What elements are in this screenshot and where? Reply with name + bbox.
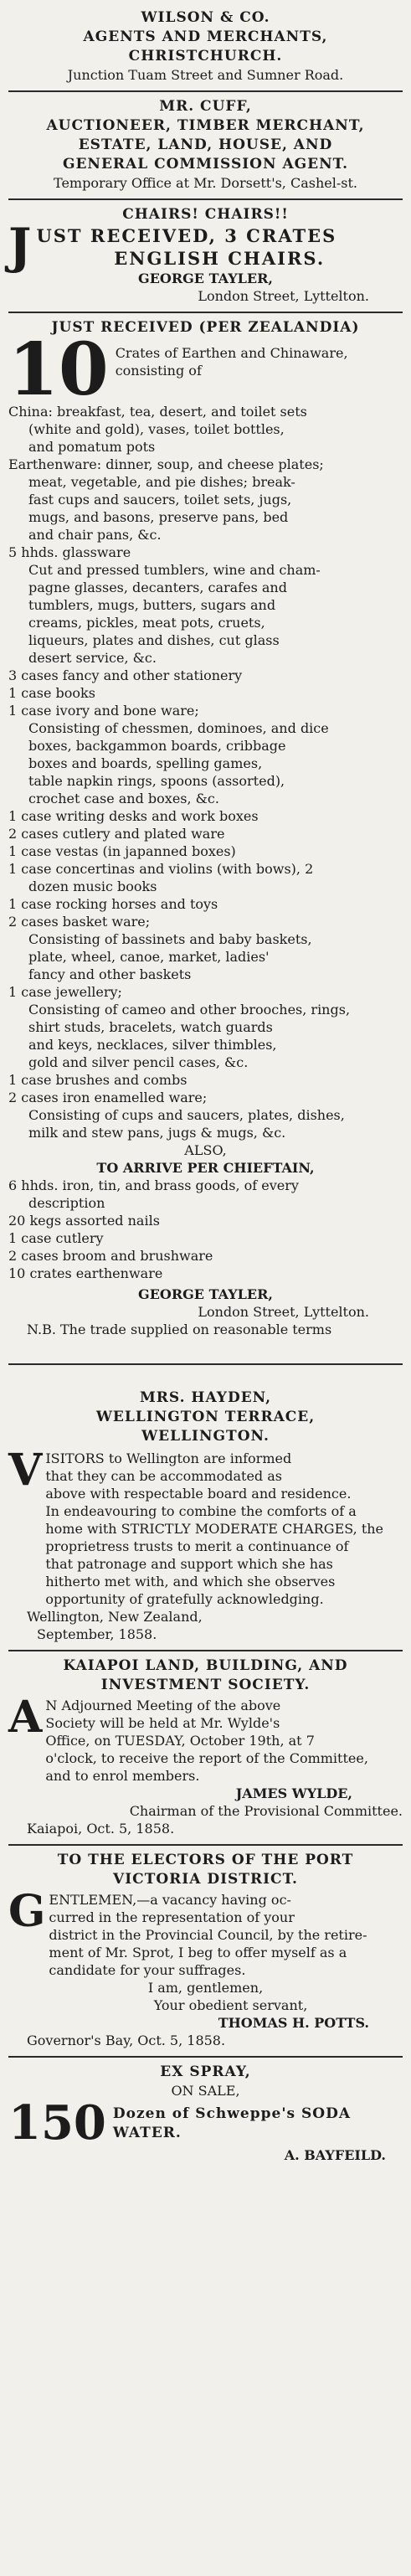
ad-closing: Your obedient servant,	[153, 1997, 308, 2013]
ad-address: Temporary Office at Mr. Dorsett's, Cashel-st.	[54, 175, 357, 191]
text-line: In endeavouring to combine the comforts of a	[45, 1503, 357, 1519]
ad-title: KAIAPOI LAND, BUILDING, AND	[63, 1657, 348, 1674]
text-line: opportunity of gratefully acknowledging.	[45, 1591, 324, 1607]
text-line: dozen music books	[28, 878, 157, 894]
ad-line: Crates of Earthen and Chinaware,	[115, 345, 348, 361]
divider	[8, 2056, 403, 2058]
ad-line: WATER.	[112, 2125, 182, 2141]
ad-title: TO THE ELECTORS OF THE PORT	[57, 1852, 354, 1868]
text-line: 2 cases basket ware;	[8, 914, 151, 930]
ad-subtitle: AGENTS AND MERCHANTS,	[83, 28, 328, 45]
ad-line: GENERAL COMMISSION AGENT.	[62, 156, 349, 173]
ad-address: Junction Tuam Street and Sumner Road.	[67, 67, 344, 83]
text-line: home with STRICTLY MODERATE CHARGES, the	[45, 1521, 384, 1537]
ad-address: London Street, Lyttelton.	[198, 288, 369, 304]
goods-list	[8, 403, 403, 1141]
text-line: 2 cases iron enamelled ware;	[8, 1090, 208, 1105]
ad-closing: I am, gentlemen,	[147, 1980, 264, 1996]
text-line: 2 cases cutlery and plated ware	[8, 826, 225, 842]
newspaper-column	[8, 0, 403, 2164]
ad-line: ENGLISH CHAIRS.	[114, 248, 326, 269]
divider	[8, 312, 403, 313]
text-line: fancy and other baskets	[28, 966, 192, 982]
ad-also: ALSO,	[184, 1142, 227, 1158]
divider	[8, 198, 403, 200]
text-line: hitherto met with, and which she observes	[45, 1574, 336, 1589]
text-line: (white and gold), vases, toilet bottles,	[28, 421, 285, 437]
ad-line: Dozen of Schweppe's SODA	[112, 2105, 352, 2122]
text-line: Society will be held at Mr. Wylde's	[45, 1715, 280, 1731]
text-line: proprietress trusts to merit a continuance of	[45, 1538, 349, 1554]
ad-line: WELLINGTON TERRACE,	[95, 1409, 316, 1425]
text-line: boxes, backgammon boards, cribbage	[28, 738, 286, 754]
ad-signature: GEORGE TAYLER,	[138, 270, 273, 286]
text-line: ISITORS to Wellington are informed	[45, 1450, 292, 1466]
text-line: shirt studs, bracelets, watch guards	[28, 1019, 273, 1035]
text-line: 1 case books	[8, 685, 95, 701]
ad-place: CHRISTCHURCH.	[128, 48, 283, 64]
ad-spray	[8, 2063, 403, 2164]
ad-address: London Street, Lyttelton.	[198, 1304, 369, 1320]
text-line: 20 kegs assorted nails	[8, 1213, 160, 1229]
ad-title: EX SPRAY,	[160, 2063, 251, 2080]
text-line: 1 case rocking horses and toys	[8, 896, 218, 912]
text-line: 1 case cutlery	[8, 1230, 104, 1246]
text-line: creams, pickles, meat pots, cruets,	[28, 615, 265, 631]
ad-subheading: TO ARRIVE PER CHIEFTAIN,	[96, 1160, 315, 1176]
ad-hayden	[8, 1370, 403, 1643]
text-line: 1 case ivory and bone ware;	[8, 703, 199, 719]
text-line: liqueurs, plates and dishes, cut glass	[28, 632, 280, 648]
ad-title: VICTORIA DISTRICT.	[113, 1871, 298, 1888]
ad-line: UST RECEIVED, 3 CRATES	[36, 225, 337, 246]
ad-body	[8, 218, 403, 275]
text-line: 5 hhds. glassware	[8, 544, 131, 560]
ad-body	[8, 2095, 403, 2151]
text-line: 3 cases fancy and other stationery	[8, 667, 243, 683]
text-line: ment of Mr. Sprot, I beg to offer myself as a	[49, 1945, 347, 1960]
ad-place: Wellington, New Zealand,	[27, 1609, 203, 1625]
ad-signature: THOMAS H. POTTS.	[218, 2015, 369, 2031]
text-line: 1 case vestas (in japanned boxes)	[8, 843, 236, 859]
text-line: 6 hhds. iron, tin, and brass goods, of every	[8, 1177, 299, 1193]
text-line: desert service, &c.	[28, 650, 157, 666]
text-line: 1 case writing desks and work boxes	[8, 808, 259, 824]
divider	[8, 1844, 403, 1846]
ad-wilson	[8, 0, 403, 84]
ad-signature: JAMES WYLDE,	[235, 1785, 352, 1801]
drop-cap: A	[8, 1692, 43, 1743]
text-line: N Adjourned Meeting of the above	[45, 1698, 281, 1713]
text-line: 1 case brushes and combs	[8, 1072, 188, 1088]
divider	[8, 1650, 403, 1651]
text-line: Consisting of cameo and other brooches, rings,	[28, 1002, 351, 1018]
ad-title: INVESTMENT SOCIETY.	[100, 1677, 311, 1693]
ad-date: Governor's Bay, Oct. 5, 1858.	[27, 2032, 226, 2048]
text-line: 10 crates earthenware	[8, 1265, 163, 1281]
text-line: mugs, and basons, preserve pans, bed	[28, 509, 289, 525]
text-line: Office, on TUESDAY, October 19th, at 7	[45, 1733, 315, 1749]
text-line: above with respectable board and residence.	[45, 1486, 352, 1502]
text-line: 1 case concertinas and violins (with bows), 2	[8, 861, 314, 877]
ad-role: Chairman of the Provisional Committee.	[129, 1803, 403, 1819]
drop-cap: V	[8, 1445, 43, 1496]
ad-signature: A. BAYFEILD.	[284, 2147, 386, 2163]
text-line: and to enrol members.	[45, 1768, 200, 1784]
ad-note: N.B. The trade supplied on reasonable terms	[27, 1321, 332, 1337]
ad-electors	[8, 1851, 403, 2049]
ad-date: September, 1858.	[37, 1626, 157, 1642]
ad-body	[8, 1445, 403, 1608]
ad-title: MR. CUFF,	[159, 98, 252, 115]
ad-chairs	[8, 205, 403, 305]
text-line: district in the Provincial Council, by the retire-	[49, 1927, 367, 1943]
text-line: o'clock, to receive the report of the Committee,	[45, 1750, 368, 1766]
ad-title: MRS. HAYDEN,	[139, 1389, 272, 1406]
text-line: crochet case and boxes, &c.	[28, 791, 219, 806]
ad-date: Kaiapoi, Oct. 5, 1858.	[27, 1821, 175, 1837]
ad-zealandia	[8, 318, 403, 1338]
text-line: tumblers, mugs, butters, sugars and	[28, 597, 276, 613]
ad-line: AUCTIONEER, TIMBER MERCHANT,	[46, 117, 365, 134]
text-line: milk and stew pans, jugs & mugs, &c.	[28, 1125, 286, 1141]
text-line: 2 cases broom and brushware	[8, 1248, 213, 1264]
text-line: table napkin rings, spoons (assorted),	[28, 773, 285, 789]
ad-subtitle: ON SALE,	[171, 2083, 240, 2099]
text-line: Consisting of bassinets and baby baskets,	[28, 931, 312, 947]
drop-cap: 150	[8, 2095, 106, 2151]
text-line: plate, wheel, canoe, market, ladies'	[28, 949, 270, 965]
ad-title: WILSON & CO.	[141, 9, 270, 26]
text-line: pagne glasses, decanters, carafes and	[28, 580, 287, 595]
text-line: that they can be accommodated as	[45, 1468, 282, 1484]
divider	[8, 1363, 403, 1365]
text-line: and keys, necklaces, silver thimbles,	[28, 1037, 277, 1053]
ad-body	[8, 1692, 403, 1785]
text-line: that patronage and support which she has	[45, 1556, 333, 1572]
text-line: ENTLEMEN,—a vacancy having oc-	[49, 1892, 291, 1908]
divider	[8, 90, 403, 92]
text-line: gold and silver pencil cases, &c.	[28, 1054, 249, 1070]
text-line: 1 case jewellery;	[8, 984, 122, 1000]
text-line: meat, vegetable, and pie dishes; break-	[28, 474, 295, 490]
text-line: fast cups and saucers, toilet sets, jugs,	[28, 492, 292, 507]
drop-cap: 10	[8, 327, 109, 412]
ad-line: WELLINGTON.	[141, 1428, 270, 1445]
text-line: Earthenware: dinner, soup, and cheese plates;	[8, 456, 324, 472]
ad-line: ESTATE, LAND, HOUSE, AND	[78, 137, 333, 153]
text-line: and pomatum pots	[28, 439, 156, 455]
text-line: and chair pans, &c.	[28, 527, 162, 543]
text-line: China: breakfast, tea, desert, and toilet sets	[8, 404, 307, 420]
ad-cuff	[8, 97, 403, 192]
drop-cap: J	[8, 218, 32, 275]
text-line: candidate for your suffrages.	[49, 1962, 246, 1978]
ad-kaiapoi	[8, 1656, 403, 1837]
ad-signature: GEORGE TAYLER,	[138, 1286, 273, 1302]
goods-list-2	[8, 1177, 403, 1282]
ad-title: JUST RECEIVED (PER ZEALANDIA)	[51, 319, 360, 336]
ad-body	[8, 1886, 403, 1979]
text-line: Cut and pressed tumblers, wine and cham-	[28, 562, 321, 578]
text-line: Consisting of chessmen, dominoes, and dice	[28, 720, 329, 736]
text-line: description	[28, 1195, 105, 1211]
drop-cap: G	[8, 1886, 46, 1937]
text-line: Consisting of cups and saucers, plates, dishes,	[28, 1107, 345, 1123]
text-line: curred in the representation of your	[49, 1909, 295, 1925]
text-line: boxes and boards, spelling games,	[28, 755, 263, 771]
ad-line: consisting of	[115, 363, 202, 379]
ad-title: CHAIRS! CHAIRS!!	[122, 206, 289, 223]
